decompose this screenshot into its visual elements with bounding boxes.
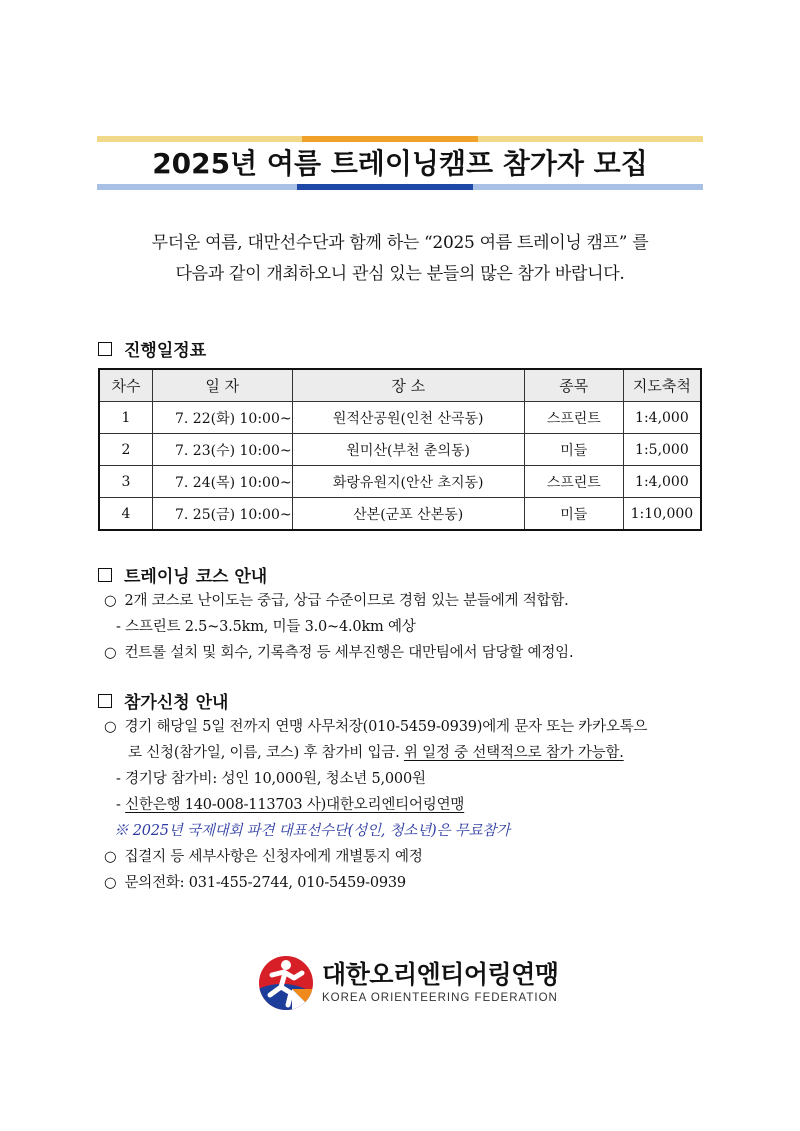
bullet-circle-icon: ○: [104, 593, 117, 609]
cell-date: 7. 22(화) 10:00~: [152, 402, 292, 434]
table-row: [99, 402, 701, 434]
federation-name-ko: 대한오리엔티어링연맹: [322, 960, 559, 989]
schedule-heading: [98, 336, 206, 361]
bank-account: 신한은행 140-008-113703 사)대한오리엔티어링연맹: [125, 797, 465, 813]
bullet-circle-icon: ○: [104, 645, 117, 661]
intro-paragraph: [60, 228, 740, 290]
cell-place: 화랑유원지(안산 초지동): [292, 466, 524, 498]
apply-heading: [98, 688, 228, 713]
cell-scale: 1:4,000: [623, 466, 701, 498]
cell-place: 원미산(부천 춘의동): [292, 434, 524, 466]
table-header-row: [99, 369, 701, 402]
title-bottom-bar: [97, 184, 703, 190]
table-row: [99, 498, 701, 531]
header-place: 장 소: [292, 369, 524, 402]
header-date: 일 자: [152, 369, 292, 402]
course-heading: [98, 562, 267, 587]
header-event: 종목: [524, 369, 623, 402]
cell-round: 1: [99, 402, 152, 434]
apply-line-1: 경기 해당일 5일 전까지 연맹 사무처장(010-5459-0939)에게 문자 또는 카카오톡으: [124, 719, 648, 735]
checkbox-icon: [98, 568, 112, 582]
apply-list: [104, 714, 647, 896]
cell-date: 7. 24(목) 10:00~: [152, 466, 292, 498]
cell-place: 원적산공원(인천 산곡동): [292, 402, 524, 434]
cell-event: 미들: [524, 498, 623, 531]
account-line: [104, 792, 647, 818]
table-row: [99, 466, 701, 498]
course-item-3: 컨트롤 설치 및 회수, 기록측정 등 세부진행은 대만팀에서 담당할 예정임.: [124, 645, 574, 661]
free-entry-note: ※ 2025년 국제대회 파견 대표선수단(성인, 청소년)은 무료참가: [114, 823, 510, 839]
title-top-bar: [97, 136, 703, 142]
course-list: [104, 588, 573, 666]
list-item: [104, 870, 647, 896]
list-item: [104, 640, 573, 666]
bullet-circle-icon: ○: [104, 719, 117, 735]
gathering-line: 집결지 등 세부사항은 신청자에게 개별통지 예정: [124, 849, 423, 865]
course-heading-label: 트레이닝 코스 안내: [124, 567, 268, 587]
federation-name-en: KOREA ORIENTEERING FEDERATION: [322, 992, 558, 1004]
page-title: 2025년 여름 트레이닝캠프 참가자 모집: [152, 147, 648, 180]
cell-event: 미들: [524, 434, 623, 466]
checkbox-icon: [98, 342, 112, 356]
apply-line-2-underlined: 위 일정 중 선택적으로 참가 가능함.: [403, 745, 624, 761]
list-item: [104, 844, 647, 870]
list-item: [104, 740, 647, 766]
intro-line-1: 무더운 여름, 대만선수단과 함께 하는 “2025 여름 트레이닝 캠프” 를: [151, 233, 649, 253]
cell-round: 4: [99, 498, 152, 531]
cell-round: 2: [99, 434, 152, 466]
cell-date: 7. 23(수) 10:00~: [152, 434, 292, 466]
cell-date: 7. 25(금) 10:00~: [152, 498, 292, 531]
checkbox-icon: [98, 694, 112, 708]
cell-scale: 1:5,000: [623, 434, 701, 466]
schedule-heading-label: 진행일정표: [124, 341, 207, 361]
header-scale: 지도축척: [623, 369, 701, 402]
cell-event: 스프린트: [524, 402, 623, 434]
fee-line: - 경기당 참가비: 성인 10,000원, 청소년 5,000원: [116, 771, 426, 787]
intro-line-2: 다음과 같이 개최하오니 관심 있는 분들의 많은 참가 바랍니다.: [175, 264, 625, 284]
apply-heading-label: 참가신청 안내: [124, 693, 229, 713]
cell-scale: 1:10,000: [623, 498, 701, 531]
cell-place: 산본(군포 산본동): [292, 498, 524, 531]
bullet-circle-icon: ○: [104, 849, 117, 865]
list-item: [104, 714, 647, 740]
course-item-1: 2개 코스로 난이도는 중급, 상급 수준이므로 경험 있는 분들에게 적합함.: [124, 593, 569, 609]
schedule-table: [98, 368, 702, 531]
contact-line: 문의전화: 031-455-2744, 010-5459-0939: [124, 875, 406, 891]
cell-round: 3: [99, 466, 152, 498]
cell-event: 스프린트: [524, 466, 623, 498]
account-prefix: -: [116, 797, 126, 813]
header-round: 차수: [99, 369, 152, 402]
list-item: - 스프린트 2.5~3.5km, 미들 3.0~4.0km 예상: [116, 619, 416, 635]
bullet-circle-icon: ○: [104, 875, 117, 891]
orienteering-emblem-icon: [258, 955, 314, 1011]
table-row: [99, 434, 701, 466]
cell-scale: 1:4,000: [623, 402, 701, 434]
list-item: [104, 588, 573, 614]
apply-line-2: 로 신청(참가일, 이름, 코스) 후 참가비 입금.: [128, 745, 404, 761]
federation-logo: [258, 955, 559, 1011]
